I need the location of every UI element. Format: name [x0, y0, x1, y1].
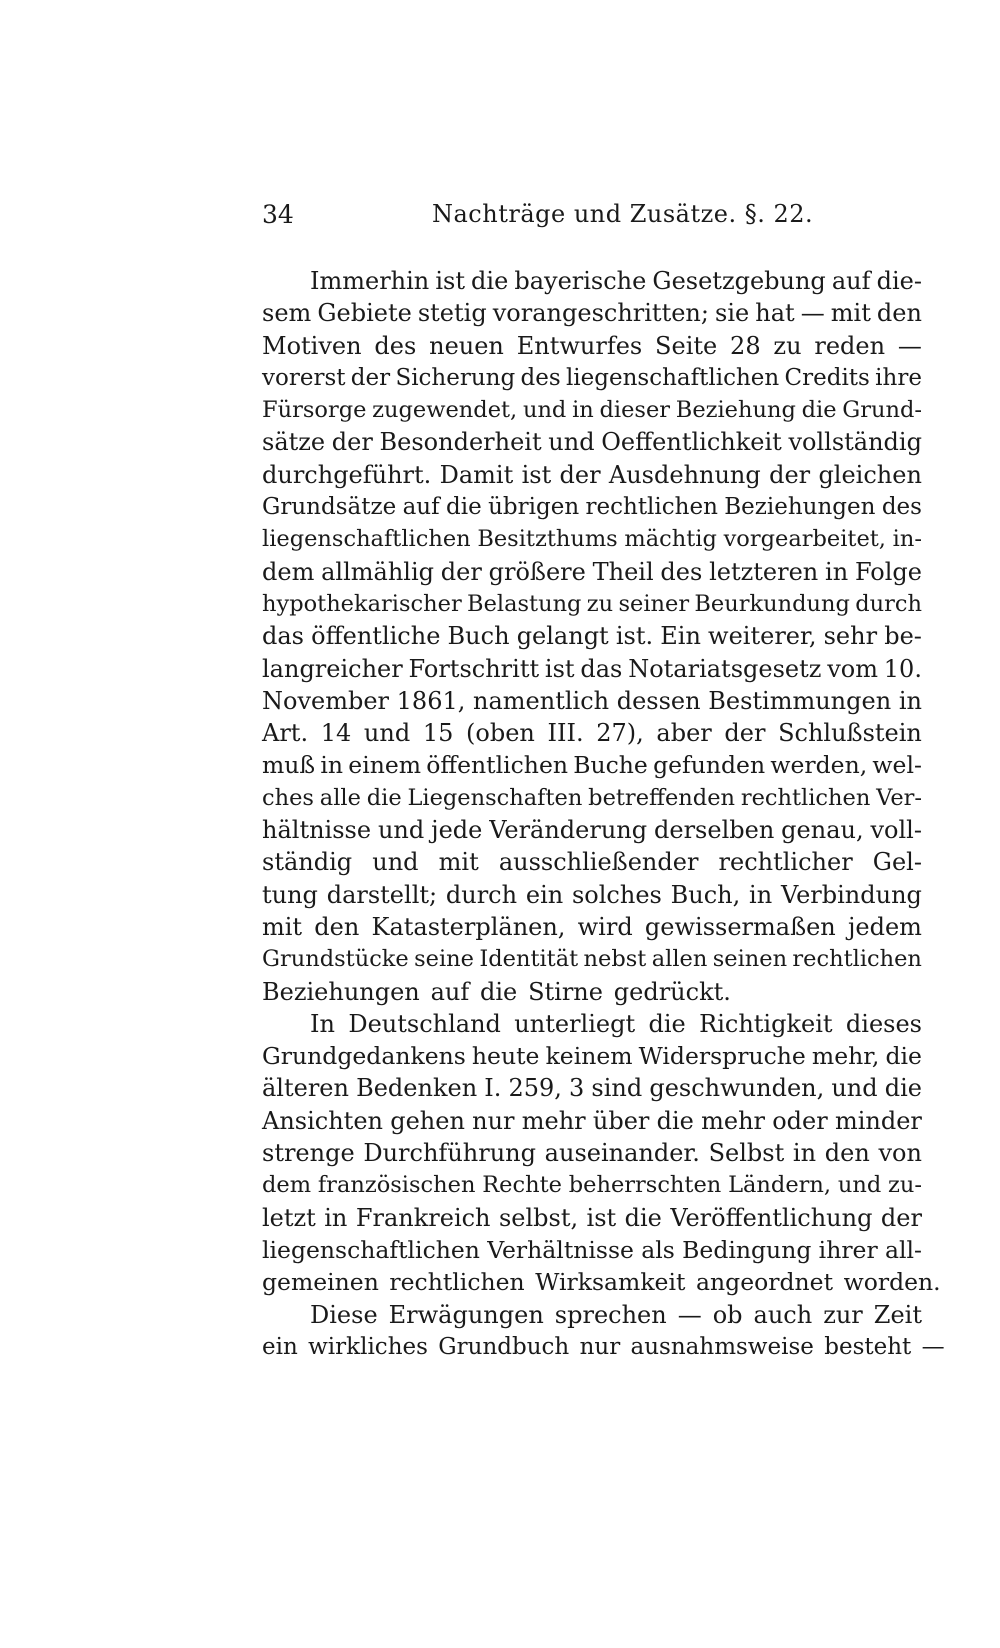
paragraph	[262, 1008, 941, 1299]
text-line: dem französischen Rechte beherrschten Ländern, und zu-	[262, 1172, 922, 1199]
text-line: Grundgedankens heute keinem Widerspruche mehr, die	[262, 1042, 922, 1071]
text-line: Fürsorge zugewendet, und in dieser Beziehung die Grund-	[262, 397, 922, 424]
text-line: hypothekarischer Belastung zu seiner Beurkundung durch	[262, 590, 922, 617]
text-line: dem allmählig der größere Theil des letzteren in Folge	[262, 557, 922, 586]
text-line: Motiven des neuen Entwurfes Seite 28 zu reden —	[262, 331, 922, 360]
page-number: 34	[262, 200, 294, 229]
text-line: älteren Bedenken I. 259, 3 sind geschwunden, und die	[262, 1074, 922, 1103]
paragraph	[262, 265, 922, 1008]
text-line: durchgeführt. Damit ist der Ausdehnung der gleichen	[262, 460, 922, 489]
text-line: Grundstücke seine Identität nebst allen seinen rechtlichen	[262, 946, 922, 973]
text-line: November 1861, namentlich dessen Bestimmungen in	[262, 686, 922, 715]
text-line: mit den Katasterplänen, wird gewissermaßen jedem	[262, 912, 922, 941]
text-line: vorerst der Sicherung des liegenschaftlichen Credits ihre	[262, 364, 922, 391]
text-line: muß in einem öffentlichen Buche gefunden werden, wel-	[262, 751, 922, 780]
text-line: Grundsätze auf die übrigen rechtlichen Beziehungen des	[262, 494, 922, 521]
text-line: liegenschaftlichen Besitzthums mächtig vorgearbeitet, in-	[262, 526, 922, 553]
text-line: das öffentliche Buch gelangt ist. Ein weiterer, sehr be-	[262, 622, 922, 651]
text-line: Ansichten gehen nur mehr über die mehr oder minder	[262, 1106, 922, 1135]
text-line: In Deutschland unterliegt die Richtigkeit dieses	[310, 1009, 922, 1038]
text-line: strenge Durchführung auseinander. Selbst in den von	[262, 1139, 922, 1168]
text-line: ches alle die Liegenschaften betreffenden rechtlichen Ver-	[262, 784, 922, 811]
text-line: Beziehungen auf die Stirne gedrückt.	[262, 977, 731, 1006]
text-line: letzt in Frankreich selbst, ist die Veröffentlichung der	[262, 1203, 922, 1232]
text-line: sätze der Besonderheit und Oeffentlichkeit vollständig	[262, 428, 922, 457]
body-text	[262, 265, 945, 1363]
page-header	[262, 200, 922, 240]
text-line: langreicher Fortschritt ist das Notariatsgesetz vom 10.	[262, 654, 922, 683]
text-line: Art. 14 und 15 (oben III. 27), aber der Schlußstein	[262, 719, 922, 748]
text-line: hältnisse und jede Veränderung derselben genau, voll-	[262, 816, 922, 845]
text-line: ein wirkliches Grundbuch nur ausnahmsweise besteht —	[262, 1333, 945, 1360]
text-line: Immerhin ist die bayerische Gesetzgebung auf die-	[310, 267, 922, 295]
text-line: ständig und mit ausschließender rechtlicher Gel-	[262, 848, 922, 877]
text-line: tung darstellt; durch ein solches Buch, in Verbindung	[262, 880, 922, 909]
text-line: gemeinen rechtlichen Wirksamkeit angeordnet worden.	[262, 1268, 941, 1297]
text-line: sem Gebiete stetig vorangeschritten; sie hat — mit den	[262, 299, 922, 328]
running-head: Nachträge und Zusätze. §. 22.	[432, 200, 814, 228]
text-line: liegenschaftlichen Verhältnisse als Bedingung ihrer all-	[262, 1235, 922, 1264]
text-line: Diese Erwägungen sprechen — ob auch zur Zeit	[310, 1300, 922, 1329]
paragraph	[262, 1299, 945, 1364]
